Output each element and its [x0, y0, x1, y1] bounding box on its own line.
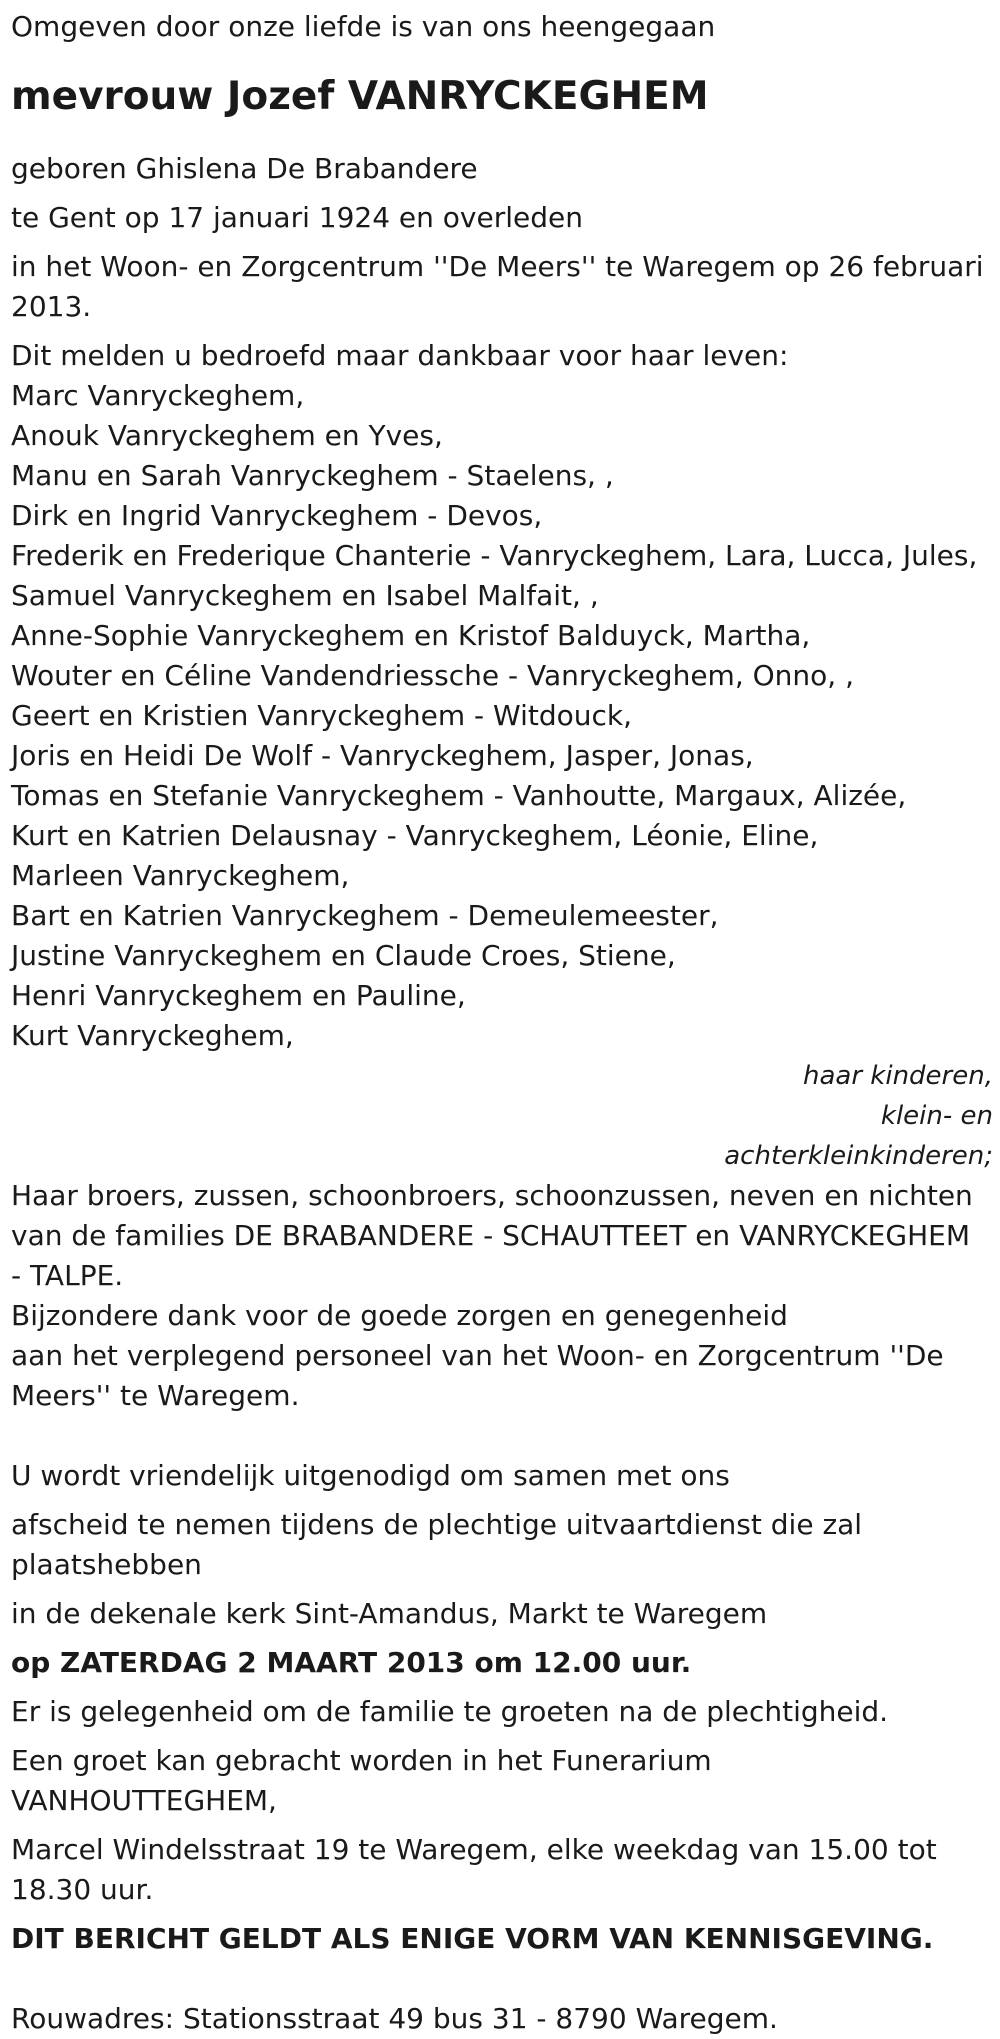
relation-grandchildren: klein- en: [880, 1101, 993, 1131]
mourning-address: Rouwadres: Stationsstraat 49 bus 31 - 8790 Waregem.: [11, 2002, 778, 2035]
family-member: Bart en Katrien Vanryckeghem - Demeulemeester,: [11, 899, 719, 932]
notice-text: DIT BERICHT GELDT ALS ENIGE VORM VAN KENNISGEVING.: [11, 1922, 934, 1955]
funeral-home-address: Marcel Windelsstraat 19 te Waregem, elke weekdag van 15.00 tot 18.30 uur.: [11, 1833, 937, 1906]
family-member: Geert en Kristien Vanryckeghem - Witdouck,: [11, 699, 633, 732]
birth-place-date: te Gent op 17 januari 1924 en overleden: [11, 201, 583, 234]
intro-text: Omgeven door onze liefde is van ons heengegaan: [11, 10, 716, 43]
family-member: Marleen Vanryckeghem,: [11, 859, 350, 892]
family-member: Kurt Vanryckeghem,: [11, 1019, 294, 1052]
family-member: Dirk en Ingrid Vanryckeghem - Devos,: [11, 499, 543, 532]
family-member: Anne-Sophie Vanryckeghem en Kristof Balduyck, Martha,: [11, 619, 811, 652]
family-member: Henri Vanryckeghem en Pauline,: [11, 979, 466, 1012]
announcement: Dit melden u bedroefd maar dankbaar voor haar leven:: [11, 339, 789, 372]
siblings-text: Haar broers, zussen, schoonbroers, schoonzussen, neven en nichten van de families DE BRABANDERE - SCHAUTTEET en VANRYCKEGHEM - TALPE.: [11, 1179, 973, 1292]
family-member: Tomas en Stefanie Vanryckeghem - Vanhoutte, Margaux, Alizée,: [11, 779, 907, 812]
greet-family-text: Er is gelegenheid om de familie te groeten na de plechtigheid.: [11, 1695, 889, 1728]
invitation-line-2: afscheid te nemen tijdens de plechtige uitvaartdienst die zal plaatshebben: [11, 1508, 863, 1581]
invitation-line-1: U wordt vriendelijk uitgenodigd om samen met ons: [11, 1459, 730, 1492]
family-member: Justine Vanryckeghem en Claude Croes, Stiene,: [11, 939, 676, 972]
family-member: Anouk Vanryckeghem en Yves,: [11, 419, 443, 452]
church-location: in de dekenale kerk Sint-Amandus, Markt te Waregem: [11, 1597, 768, 1630]
family-member: Kurt en Katrien Delausnay - Vanryckeghem, Léonie, Eline,: [11, 819, 819, 852]
service-date: op ZATERDAG 2 MAART 2013 om 12.00 uur.: [11, 1646, 692, 1679]
deceased-name: mevrouw Jozef VANRYCKEGHEM: [11, 74, 709, 119]
relation-children: haar kinderen,: [803, 1061, 993, 1091]
family-list: [11, 376, 1000, 1056]
family-member: Samuel Vanryckeghem en Isabel Malfait, ,: [11, 579, 599, 612]
thanks-line-1: Bijzondere dank voor de goede zorgen en genegenheid: [11, 1299, 788, 1332]
relation-great-grandchildren: achterkleinkinderen;: [724, 1141, 993, 1171]
relations-block: [11, 1056, 1000, 1176]
family-member: Marc Vanryckeghem,: [11, 379, 305, 412]
thanks-line-2: aan het verplegend personeel van het Woon- en Zorgcentrum ''De Meers'' te Waregem.: [11, 1339, 944, 1412]
family-member: Wouter en Céline Vandendriessche - Vanryckeghem, Onno, ,: [11, 659, 854, 692]
birth-name: geboren Ghislena De Brabandere: [11, 152, 478, 185]
family-member: Frederik en Frederique Chanterie - Vanryckeghem, Lara, Lucca, Jules,: [11, 539, 978, 572]
death-place-date: in het Woon- en Zorgcentrum ''De Meers'' te Waregem op 26 februari 2013.: [11, 250, 984, 323]
family-member: Joris en Heidi De Wolf - Vanryckeghem, Jasper, Jonas,: [11, 739, 754, 772]
funeral-home-text: Een groet kan gebracht worden in het Funerarium VANHOUTTEGHEM,: [11, 1744, 712, 1817]
family-member: Manu en Sarah Vanryckeghem - Staelens, ,: [11, 459, 614, 492]
